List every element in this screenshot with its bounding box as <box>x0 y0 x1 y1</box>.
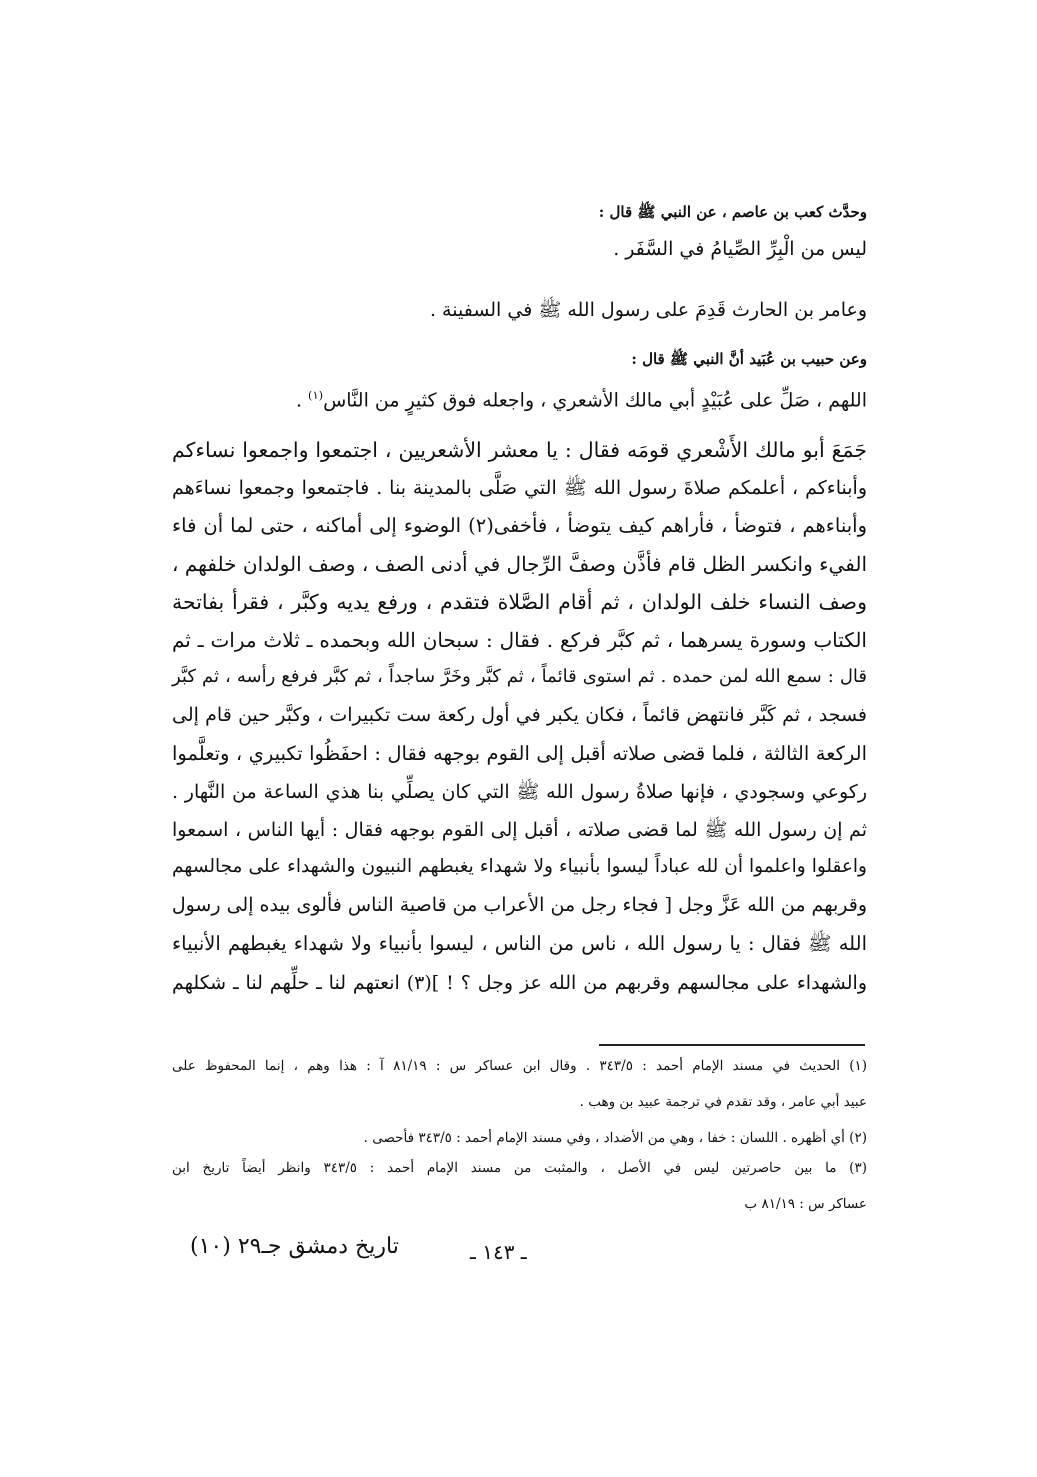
page-number: ـ ١٤٣ ـ <box>470 1240 527 1264</box>
text-line: قال : سمع الله لمن حمده . ثم استوى قائماً ، ثم كبَّر وخَرَّ ساجداً ، ثم كبَّر فرفع رأسه ، ثم كبَّر <box>172 666 867 687</box>
text-line: واعقلوا واعلموا أن لله عباداً ليسوا بأنبياء ولا شهداء يغبطهم النبيون والشهداء على مجالسهم <box>172 856 867 877</box>
text-line: وأبناءهم ، فتوضأ ، فأراهم كيف يتوضأ ، فأخفى(٢) الوضوء إلى أماكنه ، حتى لما أن فاء <box>172 514 868 537</box>
footnote-ref: (١) <box>308 388 324 402</box>
text-line: ركوعي وسجودي ، فإنها صلاةُ رسول الله ﷺ التي كان يصلِّي بنا هذي الساعة من النَّهار . <box>172 781 867 803</box>
text-line: فسجد ، ثم كَبَّر فانتهض قائماً ، فكان يكبر في أول ركعة ست تكبيرات ، وكبَّر حين قام إلى <box>172 704 867 726</box>
text-line: الركعة الثالثة ، فلما قضى صلاته أقبل إلى القوم بوجهه فقال : احفَظُوا تكبيري ، وتعلَّموا <box>172 742 867 765</box>
text-line: الفيء وانكسر الظل قام فأذَّن وصفَّ الرِّجال في أدنى الصف ، وصف الولدان خلفهم ، <box>172 552 867 576</box>
book-title-footer: تاريخ دمشق جـ٢٩ (١٠) <box>190 1234 399 1259</box>
hadith-text-main: اللهم ، صَلِّ على عُبَيْدٍ أبي مالك الأشعري ، واجعله فوق كثيرٍ من النَّاس <box>323 389 867 412</box>
text-line: ثم إن رسول الله ﷺ لما قضى صلاته ، أقبل إلى القوم بوجهه فقال : أيها الناس ، اسمعوا <box>172 819 867 841</box>
text-line: الله ﷺ فقال : يا رسول الله ، ناس من الناس ، ليسوا بأنبياء ولا شهداء يغبطهم الأنبياء <box>172 932 867 955</box>
hadith-header: وعن حبيب بن عُبَيد أنَّ النبي ﷺ قال : <box>631 350 867 368</box>
hadith-text: وعامر بن الحارث قَدِمَ على رسول الله ﷺ في السفينة . <box>429 299 867 321</box>
footnote-separator <box>599 1044 865 1046</box>
text-line: الكتاب وسورة يسرهما ، ثم كبَّر فركع . فقال : سبحان الله وبحمده ـ ثلاث مرات ـ ثم <box>172 628 867 652</box>
footnote-line: (٢) أي أظهره . اللسان : خفا ، وهي من الأضداد ، وفي مسند الإمام أحمد : ٣٤٣/٥ فأحصى . <box>363 1130 867 1146</box>
hadith-header: وحدَّث كعب بن عاصم ، عن النبي ﷺ قال : <box>598 203 867 221</box>
text-line: والشهداء على مجالسهم وقربهم من الله عز وجل ؟ ! ](٣) انعتهم لنا ـ حلِّهم لنا ـ شكلهم <box>172 972 867 994</box>
text-line: وقربهم من الله عَزَّ وجل [ فجاء رجل من الأعراب من قاصية الناس فألوى بيده إلى رسول <box>171 894 867 916</box>
footnote-line: (٣) ما بين حاصرتين ليس في الأصل ، والمثبت من مسند الإمام أحمد : ٣٤٣/٥ وانظر أيضاً تاريخ ابن <box>172 1160 867 1176</box>
hadith-text: ليس من الْبِرِّ الصِّيامُ في السَّفَر . <box>613 238 867 260</box>
text-line: جَمَعَ أبو مالك الأَشْعري قومَه فقال : يا معشر الأشعريين ، اجتمعوا واجمعوا نساءكم <box>172 438 867 462</box>
hadith-text-tail: . <box>295 389 309 412</box>
footnote-line: عبيد أبي عامر ، وقد تقدم في ترجمة عبيد بن وهب . <box>579 1094 867 1110</box>
text-line: وصف النساء خلف الولدان ، ثم أقام الصَّلاة فتقدم ، ورفع يديه وكبَّر ، فقرأ بفاتحة <box>172 590 867 614</box>
footnote-line: (١) الحديث في مسند الإمام أحمد : ٣٤٣/٥ . وقال ابن عساكر س : ٨١/١٩ آ : هذا وهم ، إنما المحفوظ على <box>172 1058 868 1074</box>
text-line: وأبناءكم ، أعلمكم صلاةَ رسول الله ﷺ التي صَلَّى بالمدينة بنا . فاجتمعوا وجمعوا نساءَهم <box>172 477 867 499</box>
footnote-line: عساكر س : ٨١/١٩ ب <box>744 1196 867 1212</box>
hadith-text <box>296 388 867 411</box>
